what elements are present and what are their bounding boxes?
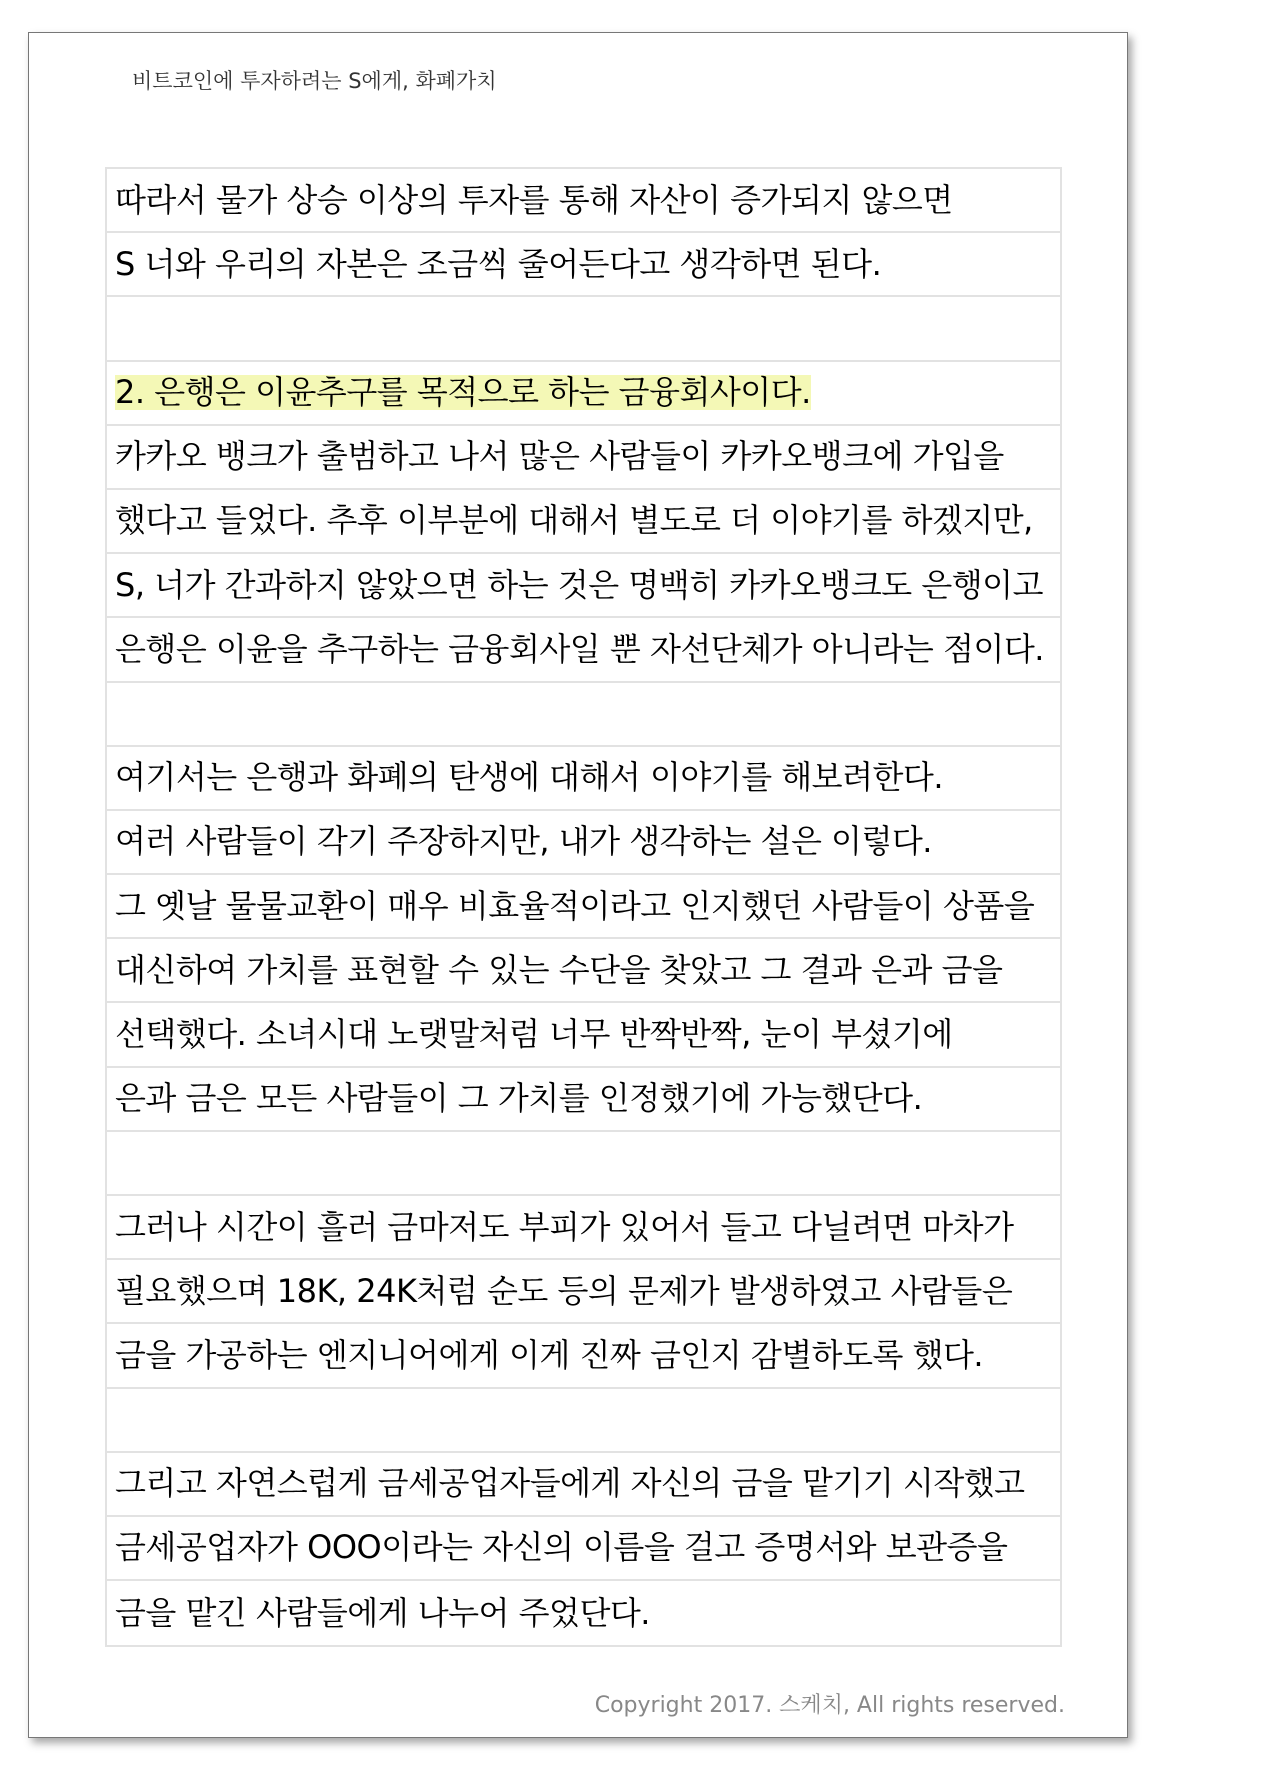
text-line-row bbox=[107, 939, 1060, 1003]
text-line-row bbox=[107, 811, 1060, 875]
highlighted-heading-text: 2. 은행은 이윤추구를 목적으로 하는 금융회사이다. bbox=[115, 373, 811, 412]
line-text: 했다고 들었다. 추후 이부분에 대해서 별도로 더 이야기를 하겠지만, bbox=[115, 501, 1033, 540]
line-text: 카카오 뱅크가 출범하고 나서 많은 사람들이 카카오뱅크에 가입을 bbox=[115, 437, 1004, 476]
line-text: 그러나 시간이 흘러 금마저도 부피가 있어서 들고 다닐려면 마차가 bbox=[115, 1207, 1014, 1246]
line-text: S, 너가 간과하지 않았으면 하는 것은 명백히 카카오뱅크도 은행이고 bbox=[115, 565, 1043, 604]
text-line-row bbox=[107, 233, 1060, 297]
empty-line-row bbox=[107, 297, 1060, 361]
document-title: 비트코인에 투자하려는 S에게, 화폐가치 bbox=[132, 69, 497, 93]
line-text: 은과 금은 모든 사람들이 그 가치를 인정했기에 가능했단다. bbox=[115, 1079, 923, 1118]
document-page bbox=[28, 32, 1128, 1738]
empty-line-row bbox=[107, 683, 1060, 747]
text-line-row bbox=[107, 554, 1060, 618]
text-line-row bbox=[107, 1517, 1060, 1581]
empty-line-row bbox=[107, 1389, 1060, 1453]
line-text: 그리고 자연스럽게 금세공업자들에게 자신의 금을 맡기기 시작했고 bbox=[115, 1464, 1025, 1503]
line-text: 여기서는 은행과 화폐의 탄생에 대해서 이야기를 해보려한다. bbox=[115, 758, 944, 797]
line-text: 금을 맡긴 사람들에게 나누어 주었단다. bbox=[115, 1593, 650, 1632]
lined-text-table bbox=[105, 167, 1062, 1647]
copyright-footer: Copyright 2017. 스케치, All rights reserved. bbox=[594, 1693, 1065, 1718]
text-line-row bbox=[107, 747, 1060, 811]
text-line-row bbox=[107, 1581, 1060, 1645]
line-text: 선택했다. 소녀시대 노랫말처럼 너무 반짝반짝, 눈이 부셨기에 bbox=[115, 1014, 953, 1053]
text-line-row bbox=[107, 490, 1060, 554]
text-line-row bbox=[107, 1324, 1060, 1388]
line-text: 여러 사람들이 각기 주장하지만, 내가 생각하는 설은 이렇다. bbox=[115, 822, 932, 861]
line-text: 금세공업자가 OOO이라는 자신의 이름을 걸고 증명서와 보관증을 bbox=[115, 1528, 1008, 1567]
line-text: 대신하여 가치를 표현할 수 있는 수단을 찾았고 그 결과 은과 금을 bbox=[115, 950, 1003, 989]
text-line-row bbox=[107, 362, 1060, 426]
text-line-row bbox=[107, 1453, 1060, 1517]
text-line-row bbox=[107, 1196, 1060, 1260]
line-text: 필요했으며 18K, 24K처럼 순도 등의 문제가 발생하였고 사람들은 bbox=[115, 1271, 1013, 1310]
text-line-row bbox=[107, 426, 1060, 490]
text-line-row bbox=[107, 169, 1060, 233]
empty-line-row bbox=[107, 1132, 1060, 1196]
text-line-row bbox=[107, 1260, 1060, 1324]
line-text: 금을 가공하는 엔지니어에게 이게 진짜 금인지 감별하도록 했다. bbox=[115, 1335, 984, 1374]
text-line-row bbox=[107, 618, 1060, 682]
line-text: 따라서 물가 상승 이상의 투자를 통해 자산이 증가되지 않으면 bbox=[115, 180, 953, 219]
text-line-row bbox=[107, 1003, 1060, 1067]
text-line-row bbox=[107, 1068, 1060, 1132]
line-text: 은행은 이윤을 추구하는 금융회사일 뿐 자선단체가 아니라는 점이다. bbox=[115, 629, 1044, 668]
line-text: S 너와 우리의 자본은 조금씩 줄어든다고 생각하면 된다. bbox=[115, 244, 882, 283]
text-line-row bbox=[107, 875, 1060, 939]
line-text: 그 옛날 물물교환이 매우 비효율적이라고 인지했던 사람들이 상품을 bbox=[115, 886, 1035, 925]
